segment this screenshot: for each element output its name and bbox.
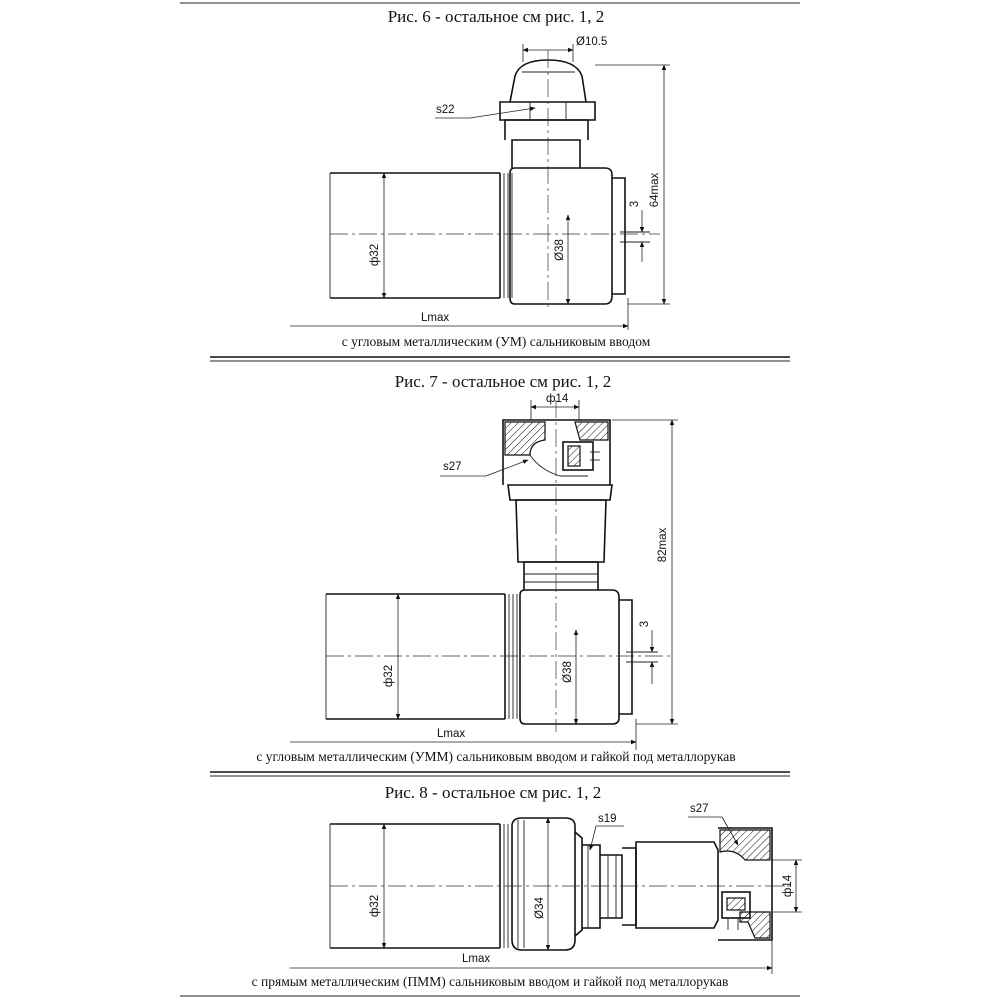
fig6-cable-diameter-label: Ø10.5 [576,36,608,48]
fig8-caption: с прямым металлическим (ПММ) сальниковым вводом и гайкой под металлорукав [251,974,729,989]
fig8-cable-diameter-label: ф14 [782,874,794,898]
fig8-pipe-diameter-label: ф32 [369,894,381,918]
fig6-wrench-size-label: s22 [436,104,455,116]
fig7-slot-label: 3 [639,620,651,628]
fig8-fitting [582,845,636,928]
fig8-cable-nut [636,828,772,940]
fig7-height-label: 82max [657,527,669,563]
fig6-cable-gland [500,60,595,168]
figure-8 [180,783,802,996]
fig7-cable-diameter-label: ф14 [546,393,569,405]
fig8-fitting-wrench-label: s19 [598,813,617,825]
fig8-body-diameter-label: Ø34 [534,897,546,919]
fig8-length-label: Lmax [462,953,491,965]
fig6-slot-label: 3 [629,200,641,208]
fig8-housing [512,818,582,950]
fig6-body-diameter-label: Ø38 [554,239,566,261]
fig7-body-diameter-label: Ø38 [562,661,574,683]
fig7-pipe [326,594,517,719]
fig7-housing [520,590,658,724]
fig6-length-label: Lmax [421,312,450,324]
fig7-caption: с угловым металлическим (УММ) сальниковым вводом и гайкой под металлорукав [256,749,736,764]
fig6-pipe [330,173,512,298]
fig6-dimensions [290,36,670,330]
fig7-wrench-size-label: s27 [443,461,462,473]
fig6-caption: с угловым металлическим (УМ) сальниковым вводом [341,334,651,349]
fig6-pipe-diameter-label: ф32 [369,243,381,267]
figure-6 [180,3,800,361]
fig7-pipe-diameter-label: ф32 [383,664,395,688]
figure-7 [210,372,790,776]
fig7-cable-gland [503,420,612,590]
fig8-nut-wrench-label: s27 [690,803,709,815]
fig6-height-label: 64max [649,172,661,208]
fig7-length-label: Lmax [437,728,466,740]
fig6-title: Рис. 6 - остальное см рис. 1, 2 [387,7,605,26]
fig7-title: Рис. 7 - остальное см рис. 1, 2 [394,372,612,391]
fig8-title: Рис. 8 - остальное см рис. 1, 2 [384,783,602,802]
fig6-housing [510,168,650,304]
